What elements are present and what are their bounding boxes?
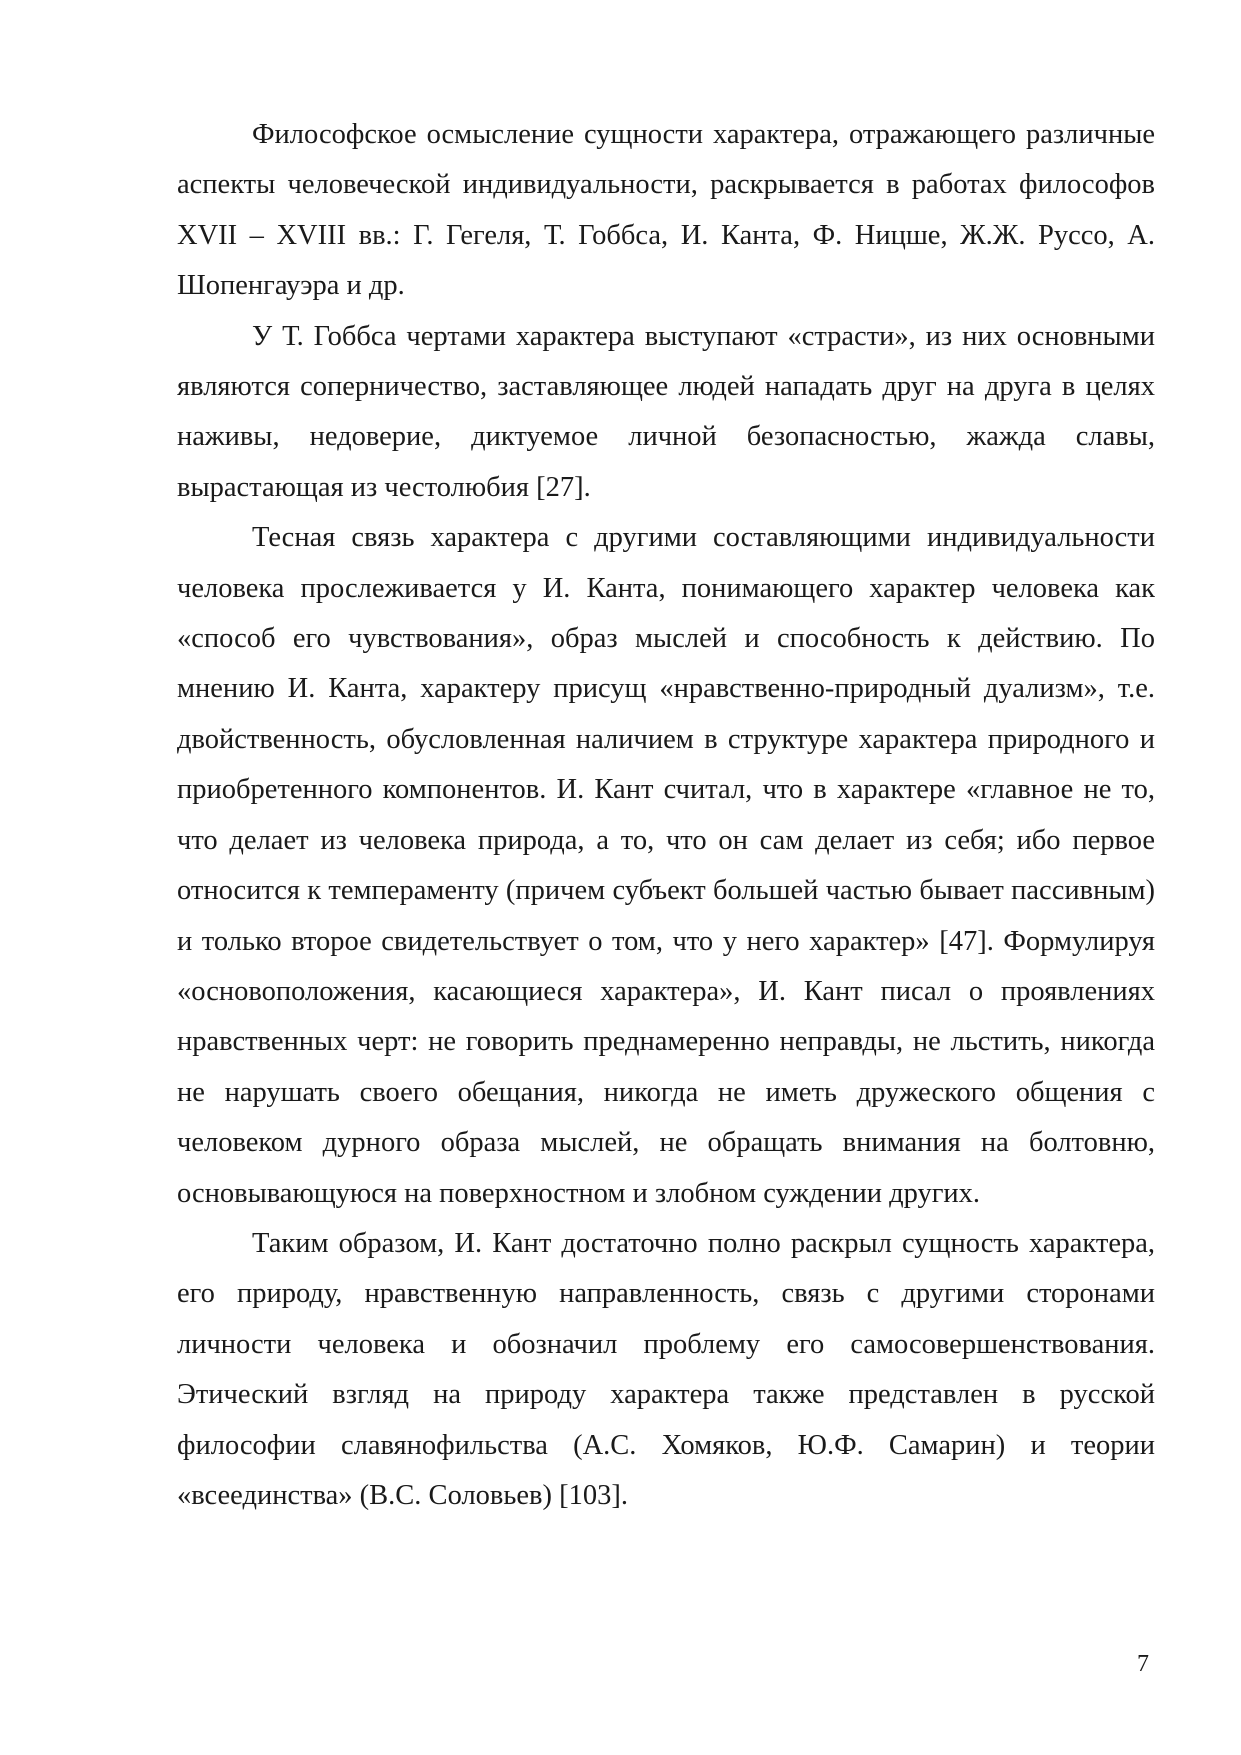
paragraph-kant: Тесная связь характера с другими составляющими индивидуальности человека прослеживается у И. Канта, понимающего характер человека как «способ его чувствования», образ мыслей и способность к действию. По мнению И. Канта, характеру присущ «нравственно-природный дуализм», т.е. двойственность, обусловленная наличием в структуре характера природного и приобретенного компонентов. И. Кант считал, что в характере «главное не то, что делает из человека природа, а то, что он сам делает из себя; ибо первое относится к темпераменту (причем субъект большей частью бывает пассивным) и только второе свидетельствует о том, что у него характер» [47]. Формулируя «основоположения, касающиеся характера», И. Кант писал о проявлениях нравственных черт: не говорить преднамеренно неправды, не льстить, никогда не нарушать своего обещания, никогда не иметь дружеского общения с человеком дурного образа мыслей, не обращать внимания на болтовню, основывающуюся на поверхностном и злобном суждении других. bbox=[177, 522, 1155, 1209]
page-number: 7 bbox=[1137, 1651, 1149, 1677]
document-body bbox=[177, 110, 1155, 1521]
paragraph-philosophers: Философское осмысление сущности характера, отражающего различные аспекты человеческой индивидуальности, раскрывается в работах философов XVII – XVIII вв.: Г. Гегеля, Т. Гоббса, И. Канта, Ф. Ницше, Ж.Ж. Руссо, А. Шопенгауэра и др. bbox=[177, 119, 1155, 302]
paragraph-hobbes: У Т. Гоббса чертами характера выступают «страсти», из них основными являются соперничество, заставляющее людей нападать друг на друга в целях наживы, недоверие, диктуемое личной безопасностью, жажда славы, вырастающая из честолюбия [27]. bbox=[177, 320, 1155, 503]
paragraph-conclusion: Таким образом, И. Кант достаточно полно раскрыл сущность характера, его природу, нравственную направленность, связь с другими сторонами личности человека и обозначил проблему его самосовершенствования. Этический взгляд на природу характера также представлен в русской философии славянофильства (А.С. Хомяков, Ю.Ф. Самарин) и теории «всеединства» (В.С. Соловьев) [103]. bbox=[177, 1227, 1155, 1511]
